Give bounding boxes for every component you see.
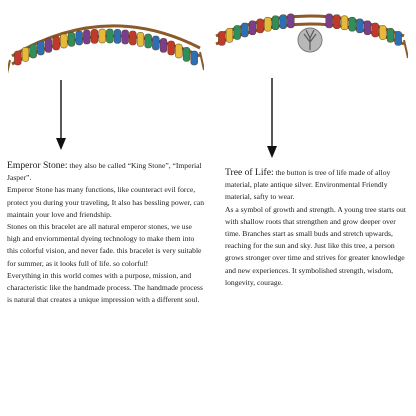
stone-bead: [333, 15, 340, 29]
right-panel: [208, 0, 416, 416]
stone-bead: [356, 19, 363, 33]
stone-bead: [152, 36, 159, 50]
tree-of-life-paragraph: As a symbol of growth and strength. A young tree starts out with shallow roots that strengthen and grow deeper over time. Branches start as small buds and stretch upwards, reaching for the sun and sky. Just like this tree, a person grows stronger over time and strives for greater knowledge and new experiences. It symbolished strength, wisdom, longevity, courage.: [225, 204, 406, 287]
stone-bead: [122, 30, 129, 44]
stone-bead: [99, 29, 106, 43]
stone-bead: [241, 23, 248, 37]
stone-bead: [22, 47, 29, 61]
stone-bead: [280, 15, 287, 29]
down-arrow-icon: [266, 78, 278, 160]
stone-bead: [68, 32, 75, 46]
stone-bead: [272, 16, 279, 30]
stone-bead: [145, 34, 152, 48]
stone-bead: [53, 36, 60, 50]
stone-bead: [175, 44, 182, 58]
emperor-stone-paragraph: Stones on this bracelet are all natural emperor stones, we use high and enviornmental dyeing technology to make them into this colorful vision, and never fade. this bracelet is very suitable for summer, as it looks full of life. so colorful!: [7, 222, 202, 268]
stone-bead: [379, 26, 386, 40]
stone-bead: [114, 29, 121, 43]
tree-of-life-bracelet-image: [212, 2, 408, 78]
stone-bead: [60, 34, 67, 48]
stone-bead: [287, 14, 294, 28]
tree-of-life-description: [225, 167, 413, 289]
stone-bead: [257, 19, 264, 33]
stone-bead: [83, 30, 90, 44]
stone-bead: [234, 26, 241, 40]
stone-bead: [45, 38, 52, 52]
emperor-stone-paragraph: Everything in this world comes with a purpose, mission, and characteristic like the handmade process. The handmade process is natural that creates a unique impression with a different soul.: [7, 270, 203, 305]
emperor-stone-bracelet-image: [8, 8, 204, 88]
stone-bead: [30, 44, 37, 58]
stone-bead: [264, 17, 271, 31]
emperor-stone-heading: Emperor Stone:: [7, 160, 68, 171]
stone-bead: [364, 21, 371, 35]
stone-bead: [137, 32, 144, 46]
stone-bead: [183, 47, 190, 61]
stone-bead: [372, 23, 379, 37]
stone-bead: [226, 28, 233, 42]
stone-bead: [160, 38, 167, 52]
stone-bead: [14, 51, 21, 65]
stone-bead: [249, 21, 256, 35]
tree-of-life-heading-tail: the button is tree of life made of alloy material, plate antique silver. Environmental Friendly material, safty to wear.: [225, 168, 391, 202]
stone-bead: [326, 14, 333, 28]
stone-bead: [37, 41, 44, 55]
stone-bead: [91, 29, 98, 43]
emperor-stone-heading-tail: they also be called “King Stone”, “Imperial Jasper”.: [7, 161, 202, 183]
stone-bead: [218, 31, 225, 45]
stone-bead: [349, 17, 356, 31]
emperor-stone-description: [7, 160, 205, 306]
tree-of-life-button-icon: [298, 28, 322, 52]
stone-bead: [387, 28, 394, 42]
stone-bead: [341, 16, 348, 30]
tree-of-life-intro: [225, 167, 413, 204]
stone-bead: [129, 31, 136, 45]
stone-bead: [191, 51, 198, 65]
tree-of-life-heading: Tree of Life:: [225, 167, 274, 178]
stone-bead: [168, 41, 175, 55]
emperor-stone-paragraph: Emperor Stone has many functions, like counteract evil force, protect you during your traveling, It also has bessling power, can maintain your love and friendship.: [7, 185, 205, 219]
stone-bead: [106, 29, 113, 43]
stone-bead: [395, 31, 402, 45]
stone-bead: [76, 31, 83, 45]
down-arrow-icon: [55, 80, 67, 152]
emperor-stone-intro: [7, 160, 205, 184]
